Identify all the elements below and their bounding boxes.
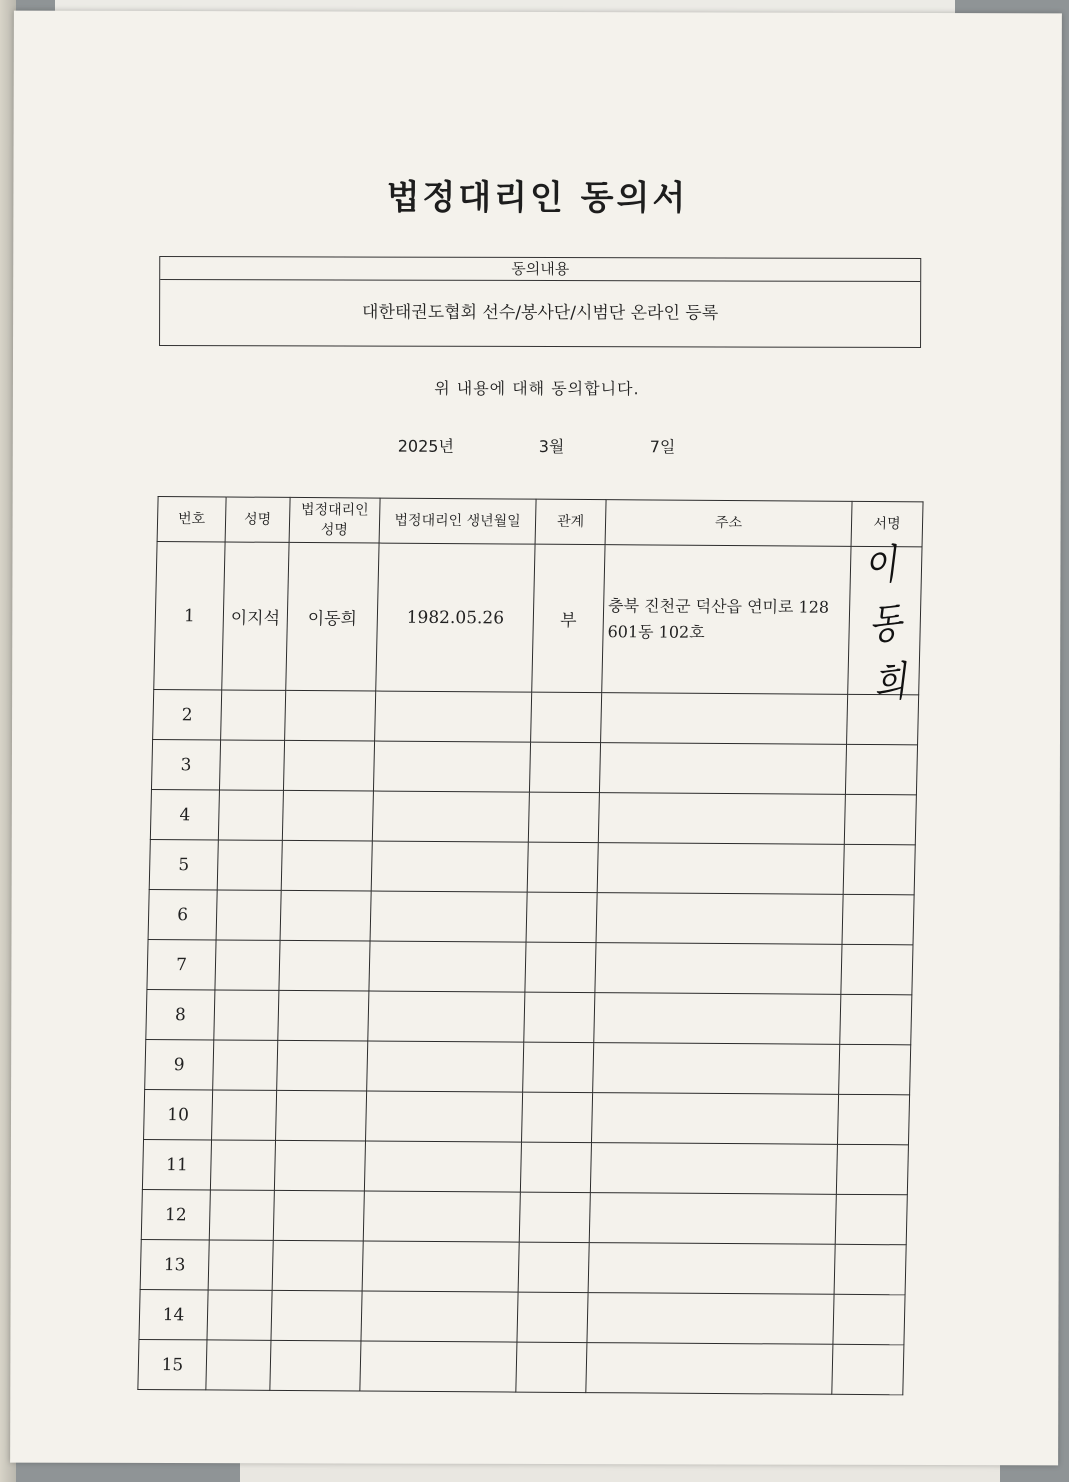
header-address: 주소 xyxy=(605,500,852,547)
address-cell xyxy=(595,943,842,995)
relation-cell xyxy=(523,1042,594,1092)
header-guardian-birth: 법정대리인 생년월일 xyxy=(379,498,536,544)
date-day: 7일 xyxy=(649,437,676,457)
date-year: 2025년 xyxy=(397,436,454,456)
guardian-birthdate-cell xyxy=(368,991,525,1042)
table-row xyxy=(142,1139,908,1194)
relation-cell xyxy=(527,842,598,892)
guardian-birthdate-cell xyxy=(361,1291,518,1342)
guardian-name-cell xyxy=(273,1190,364,1241)
signature-cell xyxy=(844,794,916,844)
address-cell xyxy=(591,1093,838,1145)
address-cell xyxy=(590,1143,837,1195)
relation-cell: 부 xyxy=(532,544,605,692)
address-cell xyxy=(597,843,844,895)
student-name-cell xyxy=(209,1190,274,1240)
student-name-cell xyxy=(221,690,286,740)
header-name: 성명 xyxy=(225,497,290,542)
row-number-cell: 8 xyxy=(146,989,215,1039)
table-row xyxy=(139,1289,905,1344)
signature-cell xyxy=(832,1344,904,1394)
table-row xyxy=(148,889,914,944)
table-row xyxy=(154,542,922,695)
guardian-name-cell xyxy=(270,1340,361,1391)
student-name-cell xyxy=(217,840,282,890)
table-row xyxy=(151,739,917,794)
address-cell xyxy=(587,1293,834,1345)
student-name-cell xyxy=(210,1140,275,1190)
signature-cell xyxy=(837,1094,909,1144)
student-name-cell xyxy=(216,890,281,940)
student-name-cell xyxy=(213,1040,278,1090)
student-name-cell xyxy=(212,1090,277,1140)
guardian-name-cell xyxy=(276,1090,367,1141)
table-row xyxy=(140,1239,906,1294)
form-title: 법정대리인 동의서 xyxy=(386,177,689,219)
row-number-cell: 14 xyxy=(139,1289,208,1339)
row-number-cell: 6 xyxy=(148,889,217,939)
table-row xyxy=(146,989,912,1044)
guardian-birthdate-cell xyxy=(360,1341,517,1392)
relation-cell xyxy=(524,992,595,1042)
guardian-birthdate-cell xyxy=(364,1141,521,1192)
signature-cell xyxy=(841,944,913,994)
guardian-birthdate-cell xyxy=(372,791,529,842)
student-name-cell xyxy=(207,1290,272,1340)
guardian-birthdate-cell xyxy=(375,691,532,742)
guardian-name-cell xyxy=(279,940,370,991)
row-number-cell: 7 xyxy=(147,939,216,989)
student-name-cell xyxy=(208,1240,273,1290)
table-row xyxy=(144,1089,910,1144)
table-row xyxy=(141,1189,907,1244)
table-row xyxy=(150,789,916,844)
student-name-cell: 이지석 xyxy=(222,542,289,690)
address-cell xyxy=(589,1193,836,1245)
relation-cell xyxy=(519,1192,590,1242)
relation-cell xyxy=(529,742,600,792)
guardian-birthdate-cell xyxy=(366,1091,523,1142)
consent-content-box xyxy=(159,256,921,348)
handwritten-signature: 이동희 xyxy=(862,540,909,709)
guardian-birthdate-cell xyxy=(373,741,530,792)
guardian-name-cell xyxy=(277,1040,368,1091)
guardian-birthdate-cell xyxy=(367,1041,524,1092)
agree-statement: 위 내용에 대해 동의합니다. xyxy=(434,378,640,399)
address-cell xyxy=(601,693,848,745)
signature-cell xyxy=(843,844,915,894)
relation-cell xyxy=(517,1292,588,1342)
consent-body: 대한태권도협회 선수/봉사단/시범단 온라인 등록 xyxy=(362,302,719,324)
signature-cell xyxy=(839,1044,911,1094)
table-row xyxy=(153,689,919,744)
guardian-name-cell xyxy=(278,990,369,1041)
consent-header: 동의내용 xyxy=(160,257,920,282)
guardian-name-cell xyxy=(281,840,372,891)
address-cell xyxy=(593,1043,840,1095)
row-number-cell: 11 xyxy=(142,1139,211,1189)
header-guardian-name: 법정대리인 성명 xyxy=(289,497,380,543)
date-month: 3월 xyxy=(538,437,565,457)
guardian-birthdate-cell xyxy=(369,941,526,992)
signature-cell xyxy=(833,1294,905,1344)
table-header-row xyxy=(157,497,923,547)
guardian-name-cell xyxy=(280,890,371,941)
consent-form-sheet xyxy=(10,11,1062,1466)
relation-cell xyxy=(518,1242,589,1292)
guardian-name-cell xyxy=(285,690,376,741)
row-number-cell: 15 xyxy=(138,1339,207,1389)
guardian-name-cell xyxy=(282,790,373,841)
row-number-cell: 10 xyxy=(144,1089,213,1139)
address-cell xyxy=(594,993,841,1045)
signature-cell xyxy=(835,1194,907,1244)
relation-cell xyxy=(520,1142,591,1192)
row-number-cell: 12 xyxy=(141,1189,210,1239)
address-cell xyxy=(586,1343,833,1395)
row-number-cell: 13 xyxy=(140,1239,209,1289)
row-number-cell: 4 xyxy=(150,789,219,839)
guardian-table xyxy=(137,496,923,1395)
header-no: 번호 xyxy=(157,497,226,542)
address-cell xyxy=(588,1243,835,1295)
signature-cell xyxy=(836,1144,908,1194)
relation-cell xyxy=(521,1092,592,1142)
guardian-name-cell xyxy=(272,1240,363,1291)
signature-cell xyxy=(840,994,912,1044)
row-number-cell: 5 xyxy=(149,839,218,889)
row-number-cell: 9 xyxy=(145,1039,214,1089)
table-row xyxy=(149,839,915,894)
address-cell xyxy=(598,793,845,845)
table-row xyxy=(147,939,913,994)
relation-cell xyxy=(531,692,602,742)
guardian-name-cell xyxy=(271,1290,362,1341)
signature-cell xyxy=(842,894,914,944)
student-name-cell xyxy=(219,740,284,790)
guardian-name-cell xyxy=(283,740,374,791)
signature-cell xyxy=(834,1244,906,1294)
signature-cell xyxy=(845,744,917,794)
row-number-cell: 2 xyxy=(153,689,222,739)
relation-cell xyxy=(526,892,597,942)
student-name-cell xyxy=(206,1340,271,1390)
guardian-birthdate-cell xyxy=(362,1241,519,1292)
guardian-birthdate-cell xyxy=(370,891,527,942)
student-name-cell xyxy=(218,790,283,840)
guardian-name-cell xyxy=(274,1140,365,1191)
signature-cell xyxy=(848,540,922,709)
guardian-birthdate-cell xyxy=(363,1191,520,1242)
header-signature: 서명 xyxy=(851,501,923,546)
address-cell xyxy=(596,893,843,945)
student-name-cell xyxy=(215,940,280,990)
row-number-cell: 3 xyxy=(151,739,220,789)
guardian-name-cell: 이동희 xyxy=(286,542,379,691)
guardian-birthdate-cell: 1982.05.26 xyxy=(376,543,535,692)
address-cell xyxy=(599,743,846,795)
student-name-cell xyxy=(214,990,279,1040)
row-number-cell: 1 xyxy=(154,542,225,690)
table-row xyxy=(145,1039,911,1094)
relation-cell xyxy=(516,1342,587,1392)
relation-cell xyxy=(525,942,596,992)
header-relation: 관계 xyxy=(535,499,606,544)
guardian-birthdate-cell xyxy=(371,841,528,892)
address-cell: 충북 진천군 덕산읍 연미로 128 601동 102호 xyxy=(602,545,851,695)
relation-cell xyxy=(528,792,599,842)
table-row xyxy=(138,1339,904,1394)
